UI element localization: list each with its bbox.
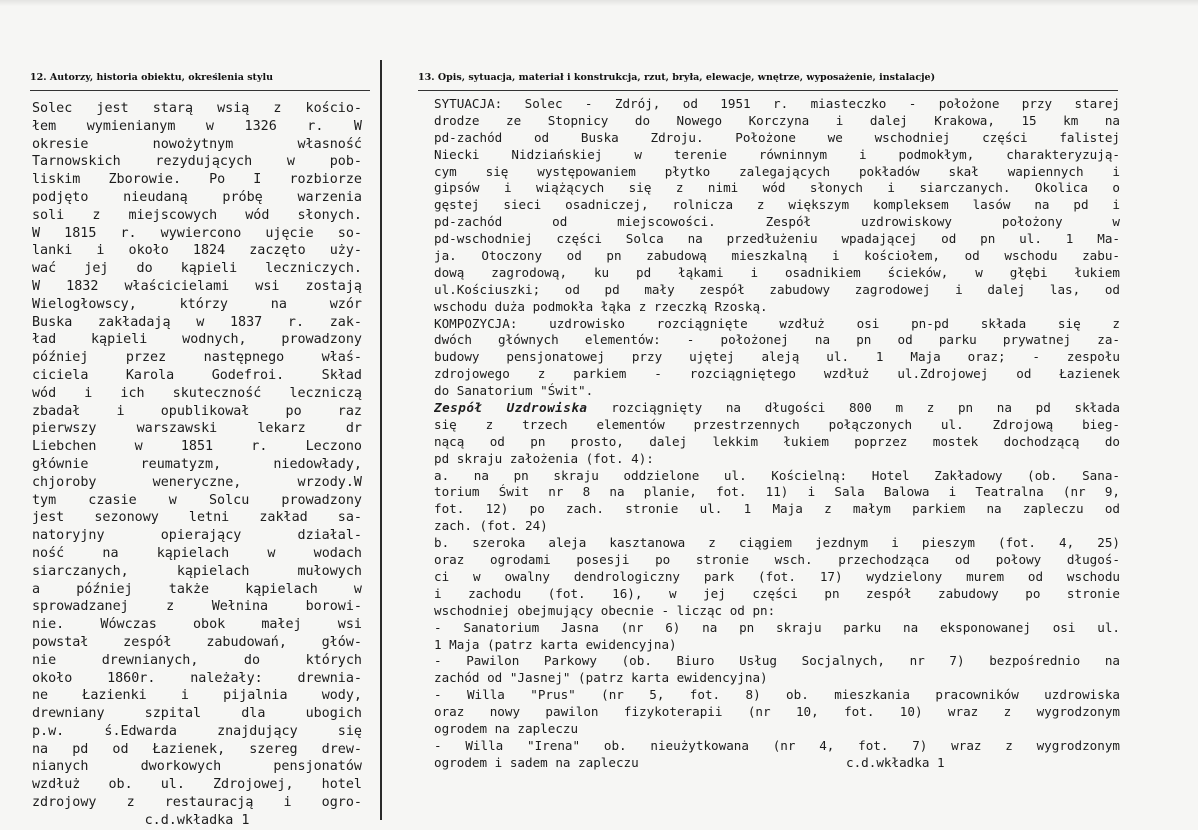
history-text-line: wód i ich skuteczność leczniczą (32, 385, 362, 401)
history-text-line: wzdłuż ob. ul. Zdrojowej, hotel (32, 777, 362, 793)
history-text-line: ciciela Karola Godefroi. Skład (32, 367, 362, 383)
description-text-line: - Willa "Irena" ob. nieużytkowana (nr 4, fot. 7) wraz z wygrodzonym (434, 737, 1120, 753)
history-text-line: Wielogłowscy, którzy na wzór (32, 296, 362, 312)
description-text-line: pd-zachód od miejscowości. Zespół uzdrowiskowy położony w (434, 214, 1120, 230)
description-text-line: budowy pensjonatowej przy ujętej aleją ul. 1 Maja oraz; - zespołu (434, 349, 1120, 365)
description-text-line: wschodu duża podmokła łąka z rzeczką Rzoską. (434, 298, 768, 314)
description-text-line: SYTUACJA: Solec - Zdrój, od 1951 r. miasteczko - położone przy starej (434, 96, 1120, 111)
history-text-column (32, 100, 362, 830)
history-text-line: jest sezonowy letni zakład sa- (32, 510, 362, 526)
history-text-line: łem wymienianym w 1326 r. W (32, 118, 362, 134)
history-text-line: nie. Wówczas obok małej wsi (32, 617, 362, 633)
description-text-line: fot. 12) po zach. stronie ul. 1 Maja z małym parkiem na zapleczu od (434, 501, 1120, 517)
description-text-line: Niecki Nidziańskiej w terenie równinnym i podmokłym, charakteryzują- (434, 146, 1120, 162)
description-text-line (434, 755, 1120, 772)
description-text-fragment: ogrodem i sadem na zapleczu (434, 754, 639, 770)
description-text-line: a. na pn skraju oddzielone ul. Kościelną: Hotel Zakładowy (ob. Sana- (434, 467, 1120, 483)
history-text-line: okresie nowożytnym własność (32, 136, 362, 152)
spa-complex-heading: Zespół Uzdrowiska (434, 400, 588, 416)
history-text-line: chjoroby weneryczne, wrzody.W (32, 474, 362, 490)
history-text-line: p.w. ś.Edwarda znajdujący się (32, 723, 362, 739)
history-text-line: Solec jest starą wsią z kościo- (32, 101, 362, 116)
description-text-fragment: rozciągnięty na długości 800 m z pn na pd składa (611, 400, 1120, 416)
description-text-line: gipsów i wiążących się z nimi wód słonych i siarczanych. Okolica o (434, 180, 1120, 196)
description-text-line: torium Świt nr 8 na planie, fot. 11) i Sala Balowa i Teatralna (nr 9, (434, 484, 1120, 500)
history-text-line: natoryjny opierający działal- (32, 528, 362, 544)
history-text-line: soli z miejscowych wód słonych. (32, 207, 362, 223)
description-text-line: dową zagrodową, ku pd łąkami i osadnikiem ścieków, w głębi łukiem (434, 264, 1120, 280)
description-text-column (434, 96, 1120, 772)
description-text-line: oraz nowy pawilon fizykoterapii (nr 10, fot. 10) wraz z wygrodzonym (434, 704, 1120, 720)
history-text-line: tym czasie w Solcu prowadzony (32, 492, 362, 508)
description-text-line: - Willa "Prus" (nr 5, fot. 8) ob. mieszkania pracowników uzdrowiska (434, 687, 1120, 703)
description-text-line: i zachodu (fot. 16), w jej części pn zespół zabudowy po stronie (434, 585, 1120, 601)
history-text-line: nianych dworkowych pensjonatów (32, 759, 362, 775)
history-text-line: siarczanych, kąpielach mułowych (32, 563, 362, 579)
history-text-line: sprowadzanej z Wełnina borowi- (32, 599, 362, 615)
history-text-line: wać jej do kąpieli leczniczych. (32, 261, 362, 277)
history-text-line: ność na kąpielach w wodach (32, 545, 362, 561)
description-text-line: nącą od pn prosto, dalej lekkim łukiem poprzez mostek dochodzącą do (434, 433, 1120, 449)
description-text-line: dwóch głównych elementów: - położonej na pn od parku prywatnej za- (434, 332, 1120, 348)
description-text-line: do Sanatorium "Świt". (434, 383, 594, 399)
description-text-line: zachód od "Jasnej" (patrz karta ewidencyjna) (434, 670, 768, 686)
section-13-header: 13. Opis, sytuacja, materiał i konstrukcja, rzut, bryła, elewacje, wnętrze, wyposażenie, instalacje) (418, 72, 936, 83)
history-text-line: W 1832 właścicielami wsi zostają (32, 278, 362, 294)
history-text-line: Liebchen w 1851 r. Leczono (32, 439, 362, 455)
history-text-line: później przez następnego właś- (32, 350, 362, 366)
description-text-line: - Sanatorium Jasna (nr 6) na pn skraju parku na eksponowanej osi ul. (434, 619, 1120, 635)
description-text-line: gęstej sieci osadniczej, rolnicza z większym kompleksem lasów na pd i (434, 197, 1120, 213)
section-12-header: 12. Autorzy, historia obiektu, określenia stylu (30, 72, 273, 83)
history-text-line: zdrojowy z restauracją i ogro- (32, 795, 362, 811)
description-text-line: ja. Otoczony od pn zabudową mieszkalną i kościołem, od wschodu zabu- (434, 248, 1120, 264)
history-text-line: W 1815 r. wywiercono ujęcie so- (32, 225, 362, 241)
description-text-line: zdrojowego z parkiem - rozciągniętego wzdłuż ul.Zdrojowej od Łazienek (434, 366, 1120, 382)
description-text-line: oraz ogrodami posesji po stronie wsch. przechodząca od połowy długoś- (434, 552, 1120, 568)
description-text-line: wschodniej obejmujący obecnie - licząc od pn: (434, 602, 776, 618)
history-text-line: podjęto nieudaną próbę warzenia (32, 189, 362, 205)
description-text-line: - Pawilon Parkowy (ob. Biuro Usług Socjalnych, nr 7) bezpośrednio na (434, 653, 1120, 669)
history-text-line: głównie reumatyzm, niedowłady, (32, 456, 362, 472)
history-text-line: ne Łazienki i pijalnia wody, (32, 688, 362, 704)
history-text-line: około 1860r. należały: drewnia- (32, 670, 362, 686)
description-text-line: się z trzech elementów przestrzennych połączonych ul. Zdrojową bieg- (434, 416, 1120, 432)
history-text-line: powstał zespół zabudowań, głów- (32, 634, 362, 650)
page-top-edge (0, 0, 1198, 6)
history-text-line: Tarnowskich rezydujących w pob- (32, 154, 362, 170)
description-text-line: pd-zachód od Buska Zdroju. Położone we wschodniej części falistej (434, 129, 1120, 145)
column-divider (380, 60, 382, 820)
history-text-line: nie drewnianych, do których (32, 652, 362, 668)
description-text-line: b. szeroka aleja kasztanowa z ciągiem jezdnym i pieszym (fot. 4, 25) (434, 535, 1120, 551)
history-text-line: drewniany szpital dla ubogich (32, 706, 362, 722)
description-text-line: pd-wschodniej części Solca na przedłużeniu wpadającej od pn ul. 1 Ma- (434, 231, 1120, 247)
history-text-line: Buska zakładają w 1837 r. zak- (32, 314, 362, 330)
history-text-line: lanki i około 1824 zaczęto uży- (32, 243, 362, 259)
description-text-line: KOMPOZYCJA: uzdrowisko rozciągnięte wzdłuż osi pn-pd składa się z (434, 315, 1120, 331)
history-text-line: zbadał i opublikował po raz (32, 403, 362, 419)
description-text-line: pd skraju założenia (fot. 4): (434, 450, 654, 466)
description-text-line: cym się występowaniem płytko zalegających pokładów skał wapiennych i (434, 163, 1120, 179)
history-text-line: pierwszy warszawski lekarz dr (32, 421, 362, 437)
description-text-line: ogrodem na zapleczu (434, 720, 579, 736)
history-text-line: a później także kąpielach w (32, 581, 362, 597)
history-text-line: na pd od Łazienek, szereg drew- (32, 741, 362, 757)
description-text-line: drodze ze Stopnicy do Nowego Korczyna i dalej Krakowa, 15 km na (434, 112, 1120, 128)
section-12-header-rule (30, 90, 370, 91)
description-text-line: ul.Kościuszki; od pd mały zespół zabudowy zagrodowej i dalej las, od (434, 281, 1120, 297)
description-text-line: zach. (fot. 24) (434, 518, 548, 534)
description-text-line (434, 400, 1120, 417)
description-continuation-note: c.d.wkładka 1 (846, 754, 945, 770)
section-13-header-rule (418, 90, 1118, 91)
description-text-line: ci w owalny dendrologiczny park (fot. 17) wydzielony murem od wschodu (434, 568, 1120, 584)
history-text-line: liskim Zborowie. Po I rozbiorze (32, 172, 362, 188)
description-text-line: 1 Maja (patrz karta ewidencyjna) (434, 636, 677, 652)
history-text-line: ład kąpieli wodnych, prowadzony (32, 332, 362, 348)
history-continuation-note: c.d.wkładka 1 (144, 812, 250, 828)
